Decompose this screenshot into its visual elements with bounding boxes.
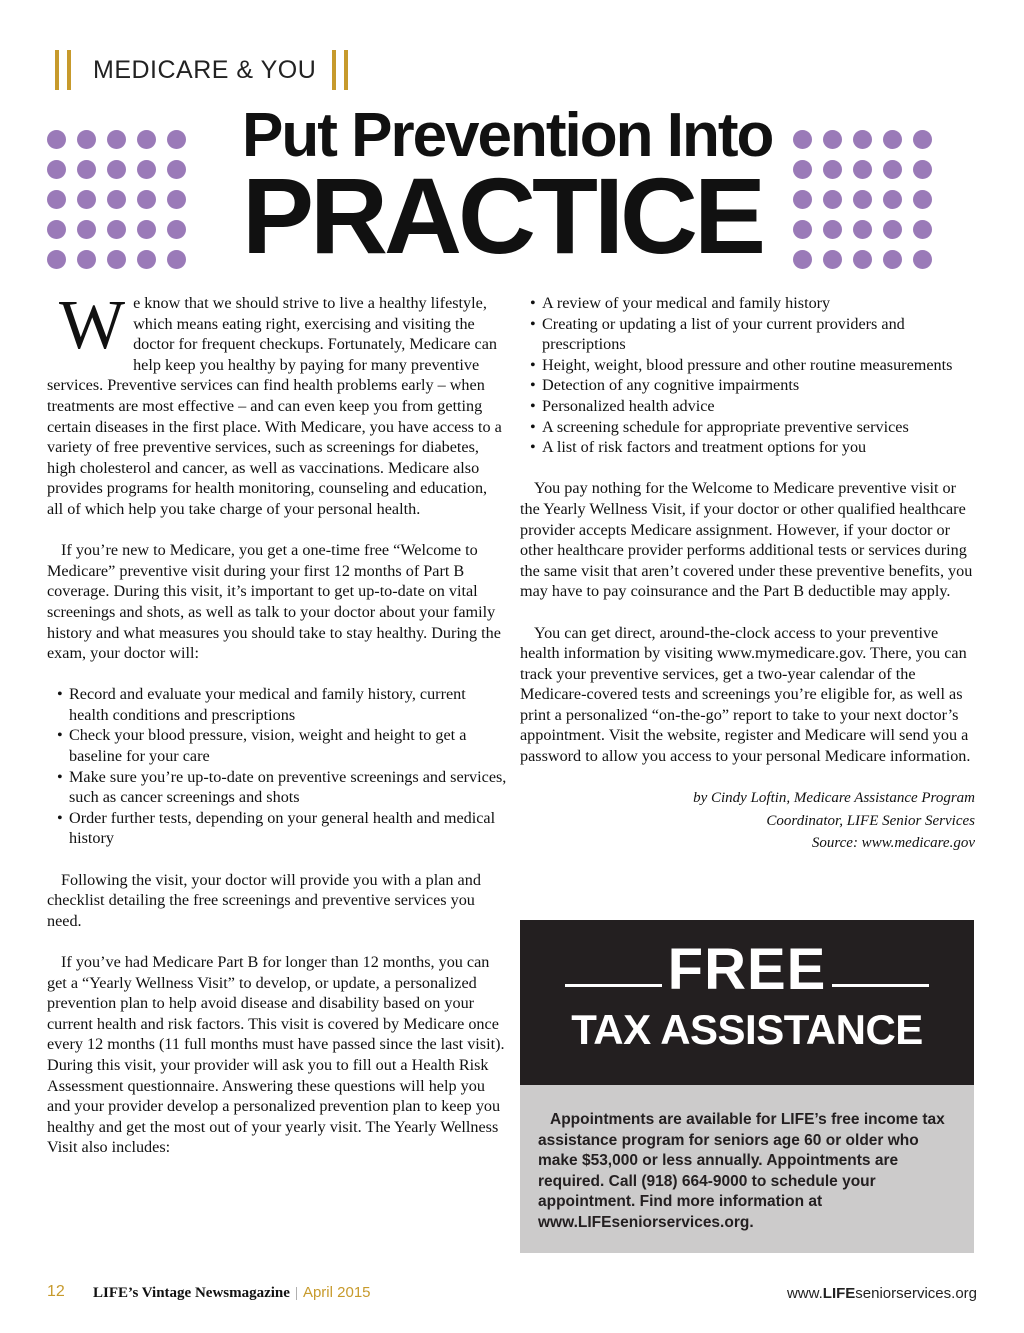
decorative-dot	[853, 190, 872, 209]
list-item: • A review of your medical and family history	[520, 293, 975, 314]
magazine-name: LIFE’s Vintage Newsmagazine	[93, 1285, 290, 1301]
list-item: • Check your blood pressure, vision, weight and height to get a baseline for your care	[47, 725, 507, 766]
tax-box-body: Appointments are available for LIFE’s free income tax assistance program for seniors age 60 or older who make $53,000 or less annually. Appointments are required. Call (918) 664-9000 to schedule your appointment. Find more information at www.LIFEseniorservices.org.	[520, 1085, 974, 1253]
website-url[interactable]: www.LIFEseniorservices.org	[786, 1285, 977, 1302]
decorative-dot	[793, 160, 812, 179]
decorative-dot	[913, 220, 932, 239]
decorative-dot	[77, 220, 96, 239]
list-item: • Make sure you’re up-to-date on preventive screenings and services, such as cancer screenings and shots	[47, 767, 507, 808]
article-column-right	[520, 293, 975, 855]
decorative-dot	[137, 220, 156, 239]
decorative-dot	[137, 250, 156, 269]
list-item: • Height, weight, blood pressure and other routine measurements	[520, 355, 975, 376]
gold-bars-right	[332, 50, 348, 90]
decorative-dot	[883, 160, 902, 179]
tax-assistance-box	[520, 920, 974, 1253]
decorative-dot	[823, 190, 842, 209]
decorative-dot	[913, 160, 932, 179]
decorative-dot	[47, 250, 66, 269]
decorative-dot	[47, 190, 66, 209]
decorative-dot	[913, 250, 932, 269]
list-item: • A screening schedule for appropriate preventive services	[520, 417, 975, 438]
decorative-dot	[137, 130, 156, 149]
decorative-dot	[823, 220, 842, 239]
decorative-dot	[883, 220, 902, 239]
tax-box-header	[520, 920, 974, 1085]
decorative-dot	[823, 130, 842, 149]
footer-separator: |	[294, 1285, 298, 1301]
decorative-dot	[883, 130, 902, 149]
article-paragraph: You can get direct, around-the-clock access to your preventive health information by visiting www.mymedicare.gov. There, you can track your preventive services, get a two-year calendar of the Medicare-covered tests and screenings you’re eligible for, as well as print a personalized “on-the-go” report to take to your next doctor’s appointment. Visit the website, register and Medicare will send you a password to allow you access to your personal Medicare information.	[520, 623, 971, 766]
byline-author: by Cindy Loftin, Medicare Assistance Program	[693, 790, 975, 807]
list-item: • Personalized health advice	[520, 396, 975, 417]
decorative-dot	[823, 160, 842, 179]
list-item: • Detection of any cognitive impairments	[520, 375, 975, 396]
list-item: • Creating or updating a list of your current providers and prescriptions	[520, 314, 975, 355]
decorative-dot	[853, 250, 872, 269]
divider-line	[565, 984, 662, 987]
issue-date: April 2015	[302, 1284, 371, 1301]
decorative-dot	[77, 160, 96, 179]
decorative-dot	[793, 130, 812, 149]
article-paragraph: If you’re new to Medicare, you get a one-time free “Welcome to Medicare” preventive visit during your first 12 months of Part B coverage. During this visit, it’s important to get up-to-date on vital screenings and shots, as well as talk to your doctor about your family history and what measures you should take to stay healthy. During the exam, your doctor will:	[47, 541, 501, 663]
decorative-dot	[793, 220, 812, 239]
magazine-title	[93, 1284, 371, 1302]
list-item: • Record and evaluate your medical and family history, current health conditions and prescriptions	[47, 684, 507, 725]
drop-cap: W	[59, 287, 126, 364]
decorative-dot	[107, 220, 126, 239]
decorative-dot	[167, 250, 186, 269]
dot-pattern-right	[793, 130, 932, 269]
decorative-dot	[167, 190, 186, 209]
decorative-dot	[77, 130, 96, 149]
decorative-dot	[47, 220, 66, 239]
tax-box-subhead: TAX ASSISTANCE	[571, 1006, 923, 1053]
decorative-dot	[107, 130, 126, 149]
byline-title: Coordinator, LIFE Senior Services	[766, 812, 975, 829]
decorative-dot	[47, 130, 66, 149]
headline-line2: PRACTICE	[242, 155, 763, 276]
decorative-dot	[137, 190, 156, 209]
decorative-dot	[793, 190, 812, 209]
article-paragraph: Following the visit, your doctor will provide you with a plan and checklist detailing the free screenings and preventive services you need.	[47, 870, 481, 930]
decorative-dot	[137, 160, 156, 179]
decorative-dot	[167, 160, 186, 179]
dot-pattern-left	[47, 130, 186, 269]
list-item: • Order further tests, depending on your general health and medical history	[47, 808, 507, 849]
byline	[520, 787, 975, 855]
doctor-checklist	[47, 684, 507, 849]
decorative-dot	[913, 130, 932, 149]
intro-text: e know that we should strive to live a healthy lifestyle, which means eating right, exercising and visiting the doctor for frequent checkups. Fortunately, Medicare can help keep you healthy by paying for many preventive services. Preventive services can find health problems early – when treatments are most effective – and can even keep you from getting certain diseases in the first place. With Medicare, you have access to a variety of free preventive services, such as screenings for diabetes, high cholesterol and cancer, as well as vaccinations. Medicare also provides programs for health monitoring, counseling and education, all of which help you take charge of your personal health.	[47, 294, 502, 518]
article-column-left	[47, 287, 507, 1179]
article-paragraph: You pay nothing for the Welcome to Medicare preventive visit or the Yearly Wellness Visit, if your doctor or other qualified healthcare provider accepts Medicare assignment. However, if your doctor or other healthcare provider performs additional tests or services during the same visit that aren’t covered under these preventive benefits, you may have to pay coinsurance and the Part B deductible may apply.	[520, 479, 973, 601]
decorative-dot	[853, 130, 872, 149]
decorative-dot	[883, 250, 902, 269]
decorative-dot	[793, 250, 812, 269]
decorative-dot	[167, 220, 186, 239]
decorative-dot	[107, 250, 126, 269]
article-paragraph: If you’ve had Medicare Part B for longer than 12 months, you can get a “Yearly Wellness Visit” to develop, or update, a personalized prevention plan to help avoid disease and disability based on your current health and risk factors. This visit is covered by Medicare once every 12 months (11 full months must have passed since the last visit). During this visit, your provider will ask you to fill out a Health Risk Assessment questionnaire. Answering these questions will help you and your provider develop a personalized prevention plan to keep you healthy and get the most out of your yearly visit. The Yearly Wellness Visit also includes:	[47, 953, 505, 1157]
page-number: 12	[47, 1283, 65, 1300]
intro-paragraph	[47, 287, 507, 520]
decorative-dot	[107, 190, 126, 209]
decorative-dot	[853, 160, 872, 179]
decorative-dot	[883, 190, 902, 209]
gold-bars-left	[55, 50, 71, 90]
section-title: MEDICARE & YOU	[93, 55, 317, 84]
page-footer	[47, 1283, 977, 1307]
decorative-dot	[107, 160, 126, 179]
decorative-dot	[913, 190, 932, 209]
decorative-dot	[77, 190, 96, 209]
wellness-visit-list	[520, 293, 975, 458]
headline-line1: Put Prevention Into	[242, 101, 773, 170]
byline-source: Source: www.medicare.gov	[811, 835, 975, 852]
section-header	[55, 48, 348, 92]
decorative-dot	[167, 130, 186, 149]
tax-box-headline: FREE	[667, 937, 827, 1002]
decorative-dot	[853, 220, 872, 239]
list-item: • A list of risk factors and treatment options for you	[520, 437, 975, 458]
decorative-dot	[823, 250, 842, 269]
divider-line	[832, 984, 929, 987]
decorative-dot	[77, 250, 96, 269]
decorative-dot	[47, 160, 66, 179]
